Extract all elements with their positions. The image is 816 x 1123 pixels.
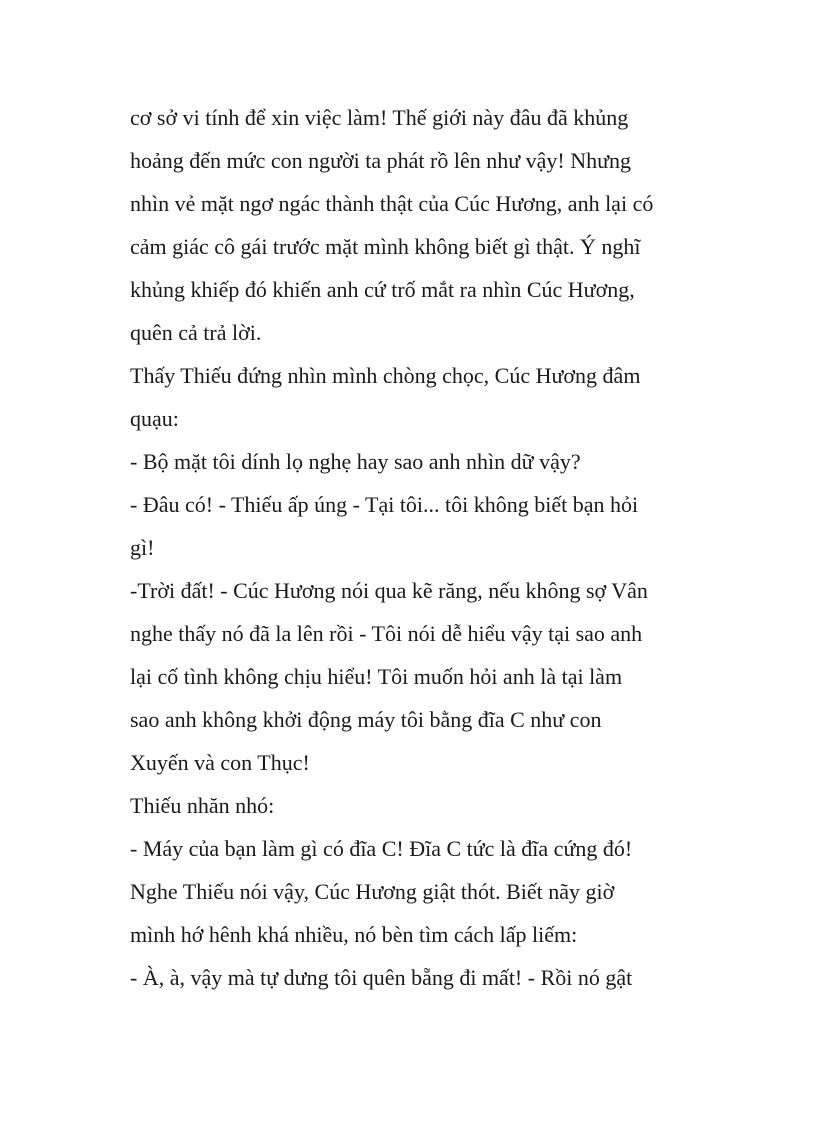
- text-line: -Trời đất! - Cúc Hương nói qua kẽ răng, nếu không sợ Vân: [130, 578, 648, 603]
- text-line: Nghe Thiếu nói vậy, Cúc Hương giật thót. Biết nãy giờ: [130, 879, 615, 904]
- text-line: nghe thấy nó đã la lên rồi - Tôi nói dễ hiểu vậy tại sao anh: [130, 621, 643, 646]
- text-line: hoảng đến mức con người ta phát rồ lên như vậy! Nhưng: [130, 148, 632, 173]
- text-line: mình hớ hênh khá nhiều, nó bèn tìm cách lấp liếm:: [130, 922, 578, 947]
- text-line: - Máy của bạn làm gì có đĩa C! Đĩa C tức là đĩa cứng đó!: [130, 836, 633, 861]
- text-line: - À, à, vậy mà tự dưng tôi quên bẵng đi mất! - Rồi nó gật: [130, 965, 633, 990]
- text-line: Thiếu nhăn nhó:: [130, 793, 275, 818]
- body-text: [130, 96, 730, 999]
- text-line: - Đâu có! - Thiếu ấp úng - Tại tôi... tôi không biết bạn hỏi: [130, 492, 639, 517]
- text-line: cơ sở vi tính để xin việc làm! Thế giới này đâu đã khủng: [130, 105, 629, 130]
- text-line: Thấy Thiếu đứng nhìn mình chòng chọc, Cúc Hương đâm: [130, 363, 641, 388]
- text-line: - Bộ mặt tôi dính lọ nghẹ hay sao anh nhìn dữ vậy?: [130, 449, 581, 474]
- text-line: quạu:: [130, 406, 179, 431]
- text-line: cảm giác cô gái trước mặt mình không biết gì thật. Ý nghĩ: [130, 234, 641, 259]
- text-line: nhìn vẻ mặt ngơ ngác thành thật của Cúc Hương, anh lại có: [130, 191, 654, 216]
- text-line: khủng khiếp đó khiến anh cứ trố mắt ra nhìn Cúc Hương,: [130, 277, 635, 302]
- text-line: quên cả trả lời.: [130, 320, 262, 345]
- text-line: Xuyến và con Thục!: [130, 750, 310, 775]
- text-line: gì!: [130, 535, 155, 560]
- text-line: sao anh không khởi động máy tôi bằng đĩa C như con: [130, 707, 602, 732]
- text-line: lại cố tình không chịu hiểu! Tôi muốn hỏi anh là tại làm: [130, 664, 623, 689]
